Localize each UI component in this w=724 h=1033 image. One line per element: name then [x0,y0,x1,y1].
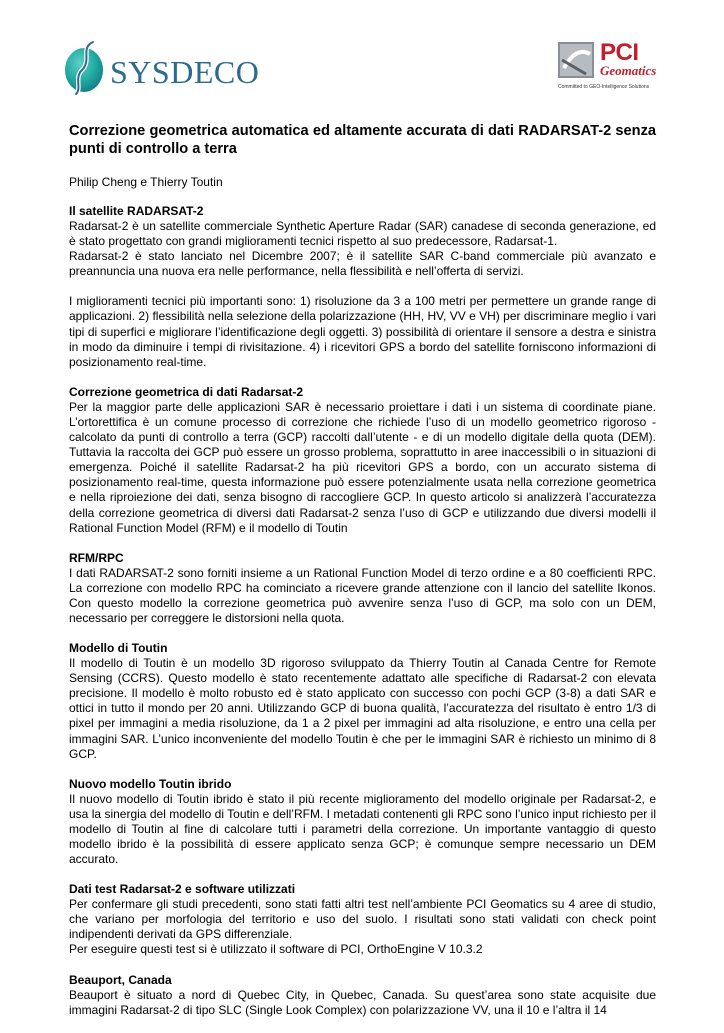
section-satellite [69,204,656,279]
article-body [69,122,656,1033]
section-heading: Beauport, Canada [69,972,172,987]
pci-logo-text: PCI [600,39,639,66]
section-heading: Correzione geometrica di dati Radarsat-2 [69,384,304,399]
paragraph: Beauport è situato a nord di Quebec City, in Quebec, Canada. Su quest’area sono state acquisite due immagini Radarsat-2 di tipo SLC (Single Look Complex) con polarizzazione VV, una il 10 e l’altra il 14 [69,987,656,1017]
article-title: Correzione geometrica automatica ed altamente accurata di dati RADARSAT-2 senza punti di controllo a terra [69,123,656,157]
geomatics-logo-text: Geomatics [600,63,657,78]
article-authors: Philip Cheng e Thierry Toutin [69,175,223,189]
paragraph: I dati RADARSAT-2 sono forniti insieme a un Rational Function Model di terzo ordine e a 80 coefficienti RPC. La correzione con modello RPC ha cominciato a ricevere grande attenzione con il lancio del satellite Ikonos. Con questo modello la correzione geometrica può avvenire senza l’uso di GCP, ma solo con un DEM, necessario per correggere le distorsioni nella quota. [69,565,656,625]
section-beauport [69,973,656,1018]
section-improvements [69,294,656,369]
section-rfm-rpc [69,551,656,626]
section-heading: Nuovo modello Toutin ibrido [69,776,232,791]
pci-tagline: Committed to GEO-Intelligence Solutions [558,84,650,90]
section-heading: Il satellite RADARSAT-2 [69,204,204,218]
sysdeco-emblem-icon [62,38,112,96]
paragraph: Per confermare gli studi precedenti, sono stati fatti altri test nell’ambiente PCI Geomatics su 4 aree di studio, che variano per morfologia del territorio e uso del suolo. I risultati sono stati validati con check point indipendenti derivati da GPS differenziale. [69,897,656,942]
paragraph: Radarsat-2 è un satellite commerciale Synthetic Aperture Radar (SAR) canadese di seconda generazione, ed è stato progettato con grandi miglioramenti tecnici rispetto al suo predecessore, Radarsat-1. [69,219,656,249]
paragraph: Radarsat-2 è stato lanciato nel Dicembre 2007; è il satellite SAR C-band commerciale più avanzato e preannuncia una nuova era nelle performance, nella flessibilità e nell’offerta di servizi. [69,249,656,279]
section-toutin-model [69,641,656,762]
paragraph: Per la maggior parte delle applicazioni SAR è necessario proiettare i dati i un sistema di coordinate piane. L’ortorettifica è un comune processo di correzione che richiede l’uso di un modello geometrico rigoroso - calcolato da punti di controllo a terra (GCP) raccolti dall’utente - e di un modello digitale della quota (DEM). Tuttavia la raccolta dei GCP può essere un grosso problema, soprattutto in aree inaccessibili o in situazioni di emergenza. Poiché il satellite Radarsat-2 ha più ricevitori GPS a bordo, con un accurato sistema di posizionamento real-time, questa informazione può essere potenzialmente usata nella correzione geometrica e nella riproiezione dei dati, senza bisogno di raccogliere GCP. In questo articolo si analizzerà l’accuratezza della correzione geometrica di diversi dati Radarsat-2 senza l’uso di GCP e utilizzando due diversi modelli il Rational Function Model (RFM) e il modello di Toutin [69,399,656,535]
paragraph: Il nuovo modello di Toutin ibrido è stato il più recente miglioramento del modello originale per Radarsat-2, e usa la sinergia del modello di Toutin e dell’RFM. I metadati contenenti gli RPC sono l’unico input richiesto per il modello di Toutin al fine di calcolare tutti i parametri della correzione. Un importante vantaggio di questo modello ibrido è la possibilità di essere applicato senza GCP; è comunque sempre necessario un DEM accurato. [69,791,656,867]
section-heading: Dati test Radarsat-2 e software utilizzati [69,882,296,897]
section-heading: RFM/RPC [69,550,124,565]
section-hybrid-model [69,777,656,867]
pci-emblem-icon [556,40,596,80]
section-heading: Modello di Toutin [69,641,168,656]
sysdeco-logo-text: SYSDECO [110,54,260,90]
section-test-data [69,882,656,957]
paragraph: Per eseguire questi test si è utilizzato il software di PCI, OrthoEngine V 10.3.2 [69,942,483,957]
paragraph: Il modello di Toutin è un modello 3D rigoroso sviluppato da Thierry Toutin al Canada Centre for Remote Sensing (CCRS). Questo modello è stato recentemente adattato alle specifiche di Radarsat-2 con elevata precisione. Il modello è molto robusto ed è stato applicato con successo con pochi GCP (3-8) a dati SAR e ottici in tutto il mondo per 20 anni. Utilizzando GCP di buona qualità, l’accuratezza del risultato è entro 1/3 di pixel per immagini a media risoluzione, da 1 a 2 pixel per immagini ad alta risoluzione, e entro una cella per immagini SAR. L’unico inconveniente del modello Toutin è che per le immagini SAR è richiesto un minimo di 8 GCP. [69,656,656,761]
paragraph: I miglioramenti tecnici più importanti sono: 1) risoluzione da 3 a 100 metri per permettere un grande range di applicazioni. 2) flessibilità nella selezione della polarizzazione (HH, HV, VV e VH) per discriminare meglio i vari tipi di superfici e migliorare l’identificazione degli oggetti. 3) possibilità di orientare il sensore a destra e sinistra in modo da diminuire i tempi di rivisitazione. 4) i ricevitori GPS a bordo del satellite forniscono informazioni di posizionamento real-time. [69,294,656,369]
section-geometric-correction [69,385,656,536]
